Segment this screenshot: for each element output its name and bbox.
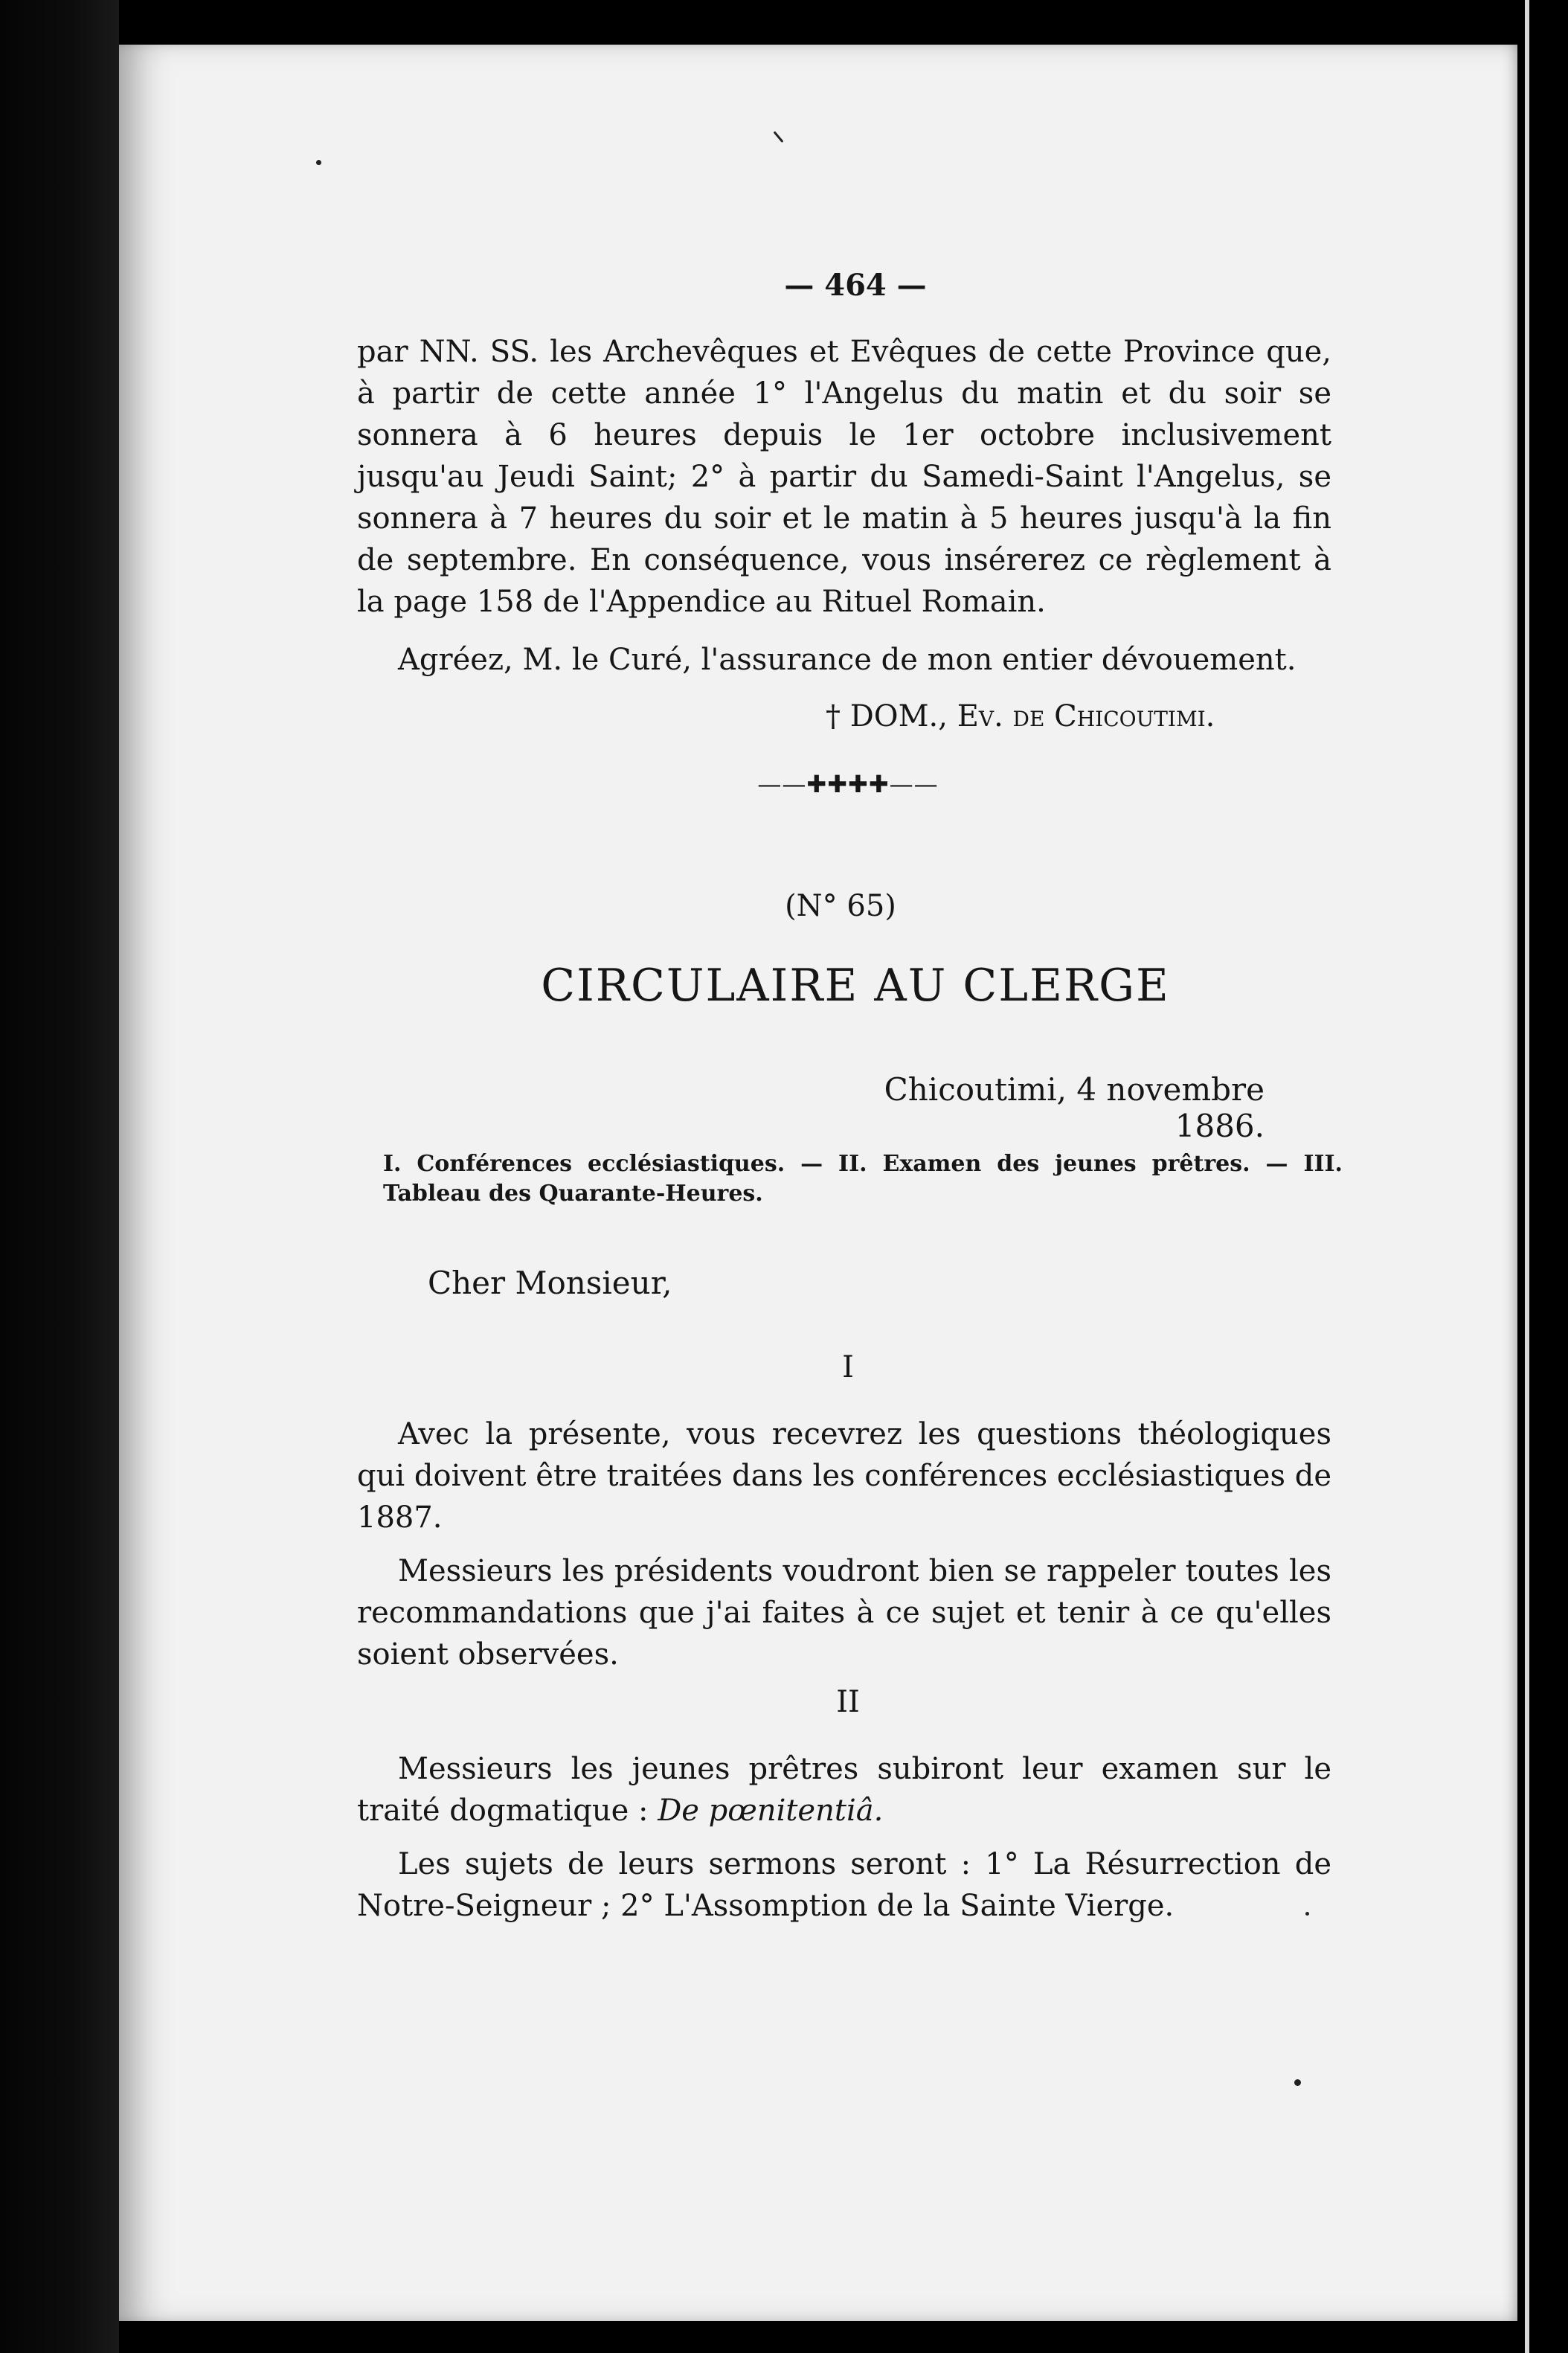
circular-title: CIRCULAIRE AU CLERGE bbox=[541, 960, 1170, 1012]
page-number: — 464 — bbox=[784, 268, 927, 303]
signature bbox=[826, 699, 1346, 733]
section-number-1: I bbox=[842, 1350, 854, 1384]
signature-title: Ev. de Chicoutimi. bbox=[957, 699, 1215, 733]
section-1-body bbox=[357, 1413, 1331, 1675]
section-2-paragraph-1 bbox=[357, 1748, 1331, 1832]
top-paragraph-block bbox=[357, 331, 1331, 681]
summary: I. Conférences ecclésiastiques. — II. Examen des jeunes prêtres. — III. Tableau des Quarante-Heures. bbox=[383, 1151, 1343, 1207]
scan-left-margin bbox=[0, 0, 119, 2353]
circular-number: (N° 65) bbox=[785, 889, 896, 923]
cross-icon: † bbox=[826, 699, 841, 733]
place-date: Chicoutimi, 4 novembre 1886. bbox=[884, 1071, 1265, 1144]
section-2-paragraph-1-text: Messieurs les jeunes prêtres subiront leur examen sur le traité dogmatique : bbox=[357, 1752, 1331, 1828]
signature-name: DOM., bbox=[849, 699, 948, 733]
section-1-paragraph-1: Avec la présente, vous recevrez les questions théologiques qui doivent être traitées dans les conférences ecclésiastiques de 1887. bbox=[357, 1417, 1331, 1535]
section-number-2: II bbox=[836, 1685, 860, 1719]
ornament-divider: ——✚✚✚✚—— bbox=[757, 770, 939, 798]
latin-title: De pœnitentiâ. bbox=[658, 1794, 884, 1828]
section-2-paragraph-2: Les sujets de leurs sermons seront : 1° La Résurrection de Notre-Seigneur ; 2° L'Assomption de la Sainte Vierge. bbox=[357, 1847, 1331, 1923]
section-1-paragraph-2: Messieurs les présidents voudront bien se rappeler toutes les recommandations que j'ai faites à ce sujet et tenir à ce qu'elles soient observées. bbox=[357, 1554, 1331, 1672]
closing-line: Agréez, M. le Curé, l'assurance de mon entier dévouement. bbox=[398, 643, 1297, 677]
section-2-body bbox=[357, 1748, 1331, 1927]
top-paragraph: par NN. SS. les Archevêques et Evêques de cette Province que, à partir de cette année 1° l'Angelus du matin et du soir se sonnera à 6 heures depuis le 1er octobre inclusivement jusqu'au Jeudi Saint; 2° à partir du Samedi-Saint l'Angelus, se sonnera à 7 heures du soir et le matin à 5 heures jusqu'à la fin de septembre. En conséquence, vous insérerez ce règlement à la page 158 de l'Appendice au Rituel Romain. bbox=[357, 335, 1331, 619]
salutation: Cher Monsieur, bbox=[428, 1265, 672, 1301]
page-edge-line bbox=[1525, 0, 1529, 2353]
